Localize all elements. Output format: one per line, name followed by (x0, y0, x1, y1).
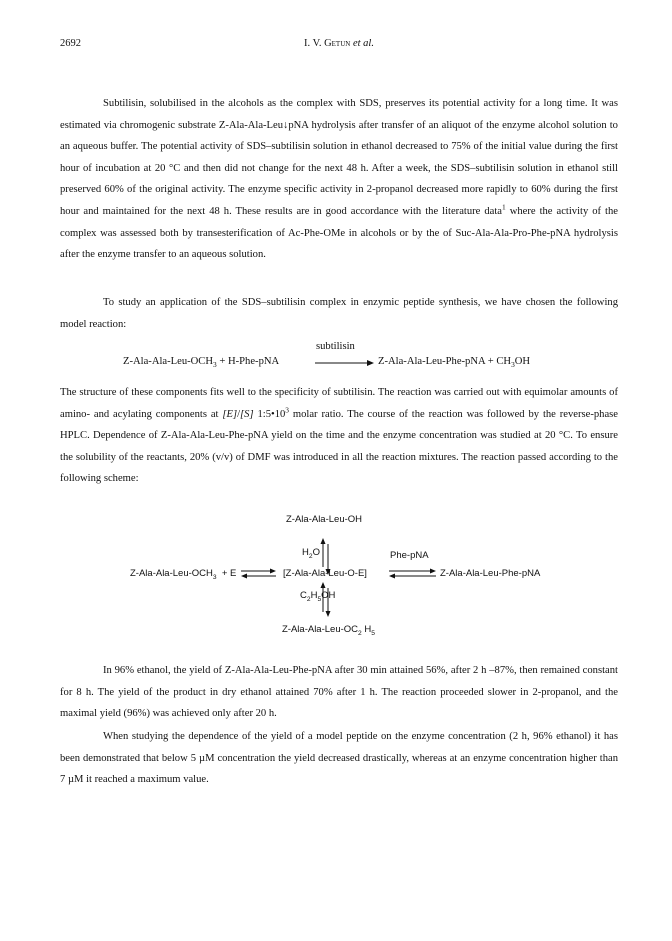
author-initials: I. V. (304, 38, 325, 49)
reaction-catalyst: subtilisin (316, 341, 355, 352)
running-header (60, 38, 618, 56)
scheme-acyl-enzyme: [Z-Ala-Ala-Leu-O-E] (283, 568, 367, 579)
model-reaction-equation (60, 341, 618, 381)
p1-text-a: Subtilisin, solubilised in the alcohols as the complex with SDS, preserves its potential activity for a long time. It was estimated via chromogenic substrate Z-Ala-Ala-Leu (60, 98, 618, 131)
paragraph-activity (60, 93, 618, 266)
scheme-ester-substrate: $Z-Ala-Ala-Leu-OCH_3 + E$ (130, 568, 237, 581)
p1-text-c: where the activity of the complex was assessed both by transesterification of Ac-Phe-OMe in alcohols or by the of Suc-Ala-Ala-Pro-Phe-pNA hydrolysis after the enzyme transfer to an aqueous solution. (60, 205, 619, 261)
et-al: et al. (350, 38, 374, 49)
reaction-scheme (0, 505, 672, 645)
reference-1: 1 (502, 202, 506, 212)
enzyme-conc: [E] (222, 408, 238, 420)
p1-text-b: pNA hydrolysis after transfer of an aliquot of the enzyme alcohol solution to an aqueous buffer. The potential activity of SDS–subtilisin solution in ethanol decreased to 75% of the initial value during the first hour of incubation at 20 °C and then did not change for the next 48 h. After a week, the SDS–subtilisin solution in ethanol still preserved 60% of the original activity. The enzyme specific activity in 2-propanol decreased more rapidly to 60% during the first hour and maintained for the next 48 h. These results are in good accordance with the literature data (60, 119, 618, 217)
reaction-products: $Z-Ala-Ala-Leu-Phe-pNA + CH_3OH$ (378, 356, 531, 370)
scheme-water: $H_2O$ (302, 547, 320, 560)
scheme-ethyl-ester: $Z-Ala-Ala-Leu-OC_2$ $H_5$ (282, 624, 375, 637)
page-number: 2692 (60, 38, 81, 49)
scheme-hydrolysis-product: Z-Ala-Ala-Leu-OH (286, 514, 363, 525)
molar-ratio: 1:5•10 (253, 408, 286, 420)
reaction-reactants: $Z-Ala-Ala-Leu-OCH_3 + H-Phe-pNA$ (123, 356, 280, 370)
p3-text-a: The structure of these components fits well to the specificity of subtilisin. The reaction was carried out with equimolar amounts of amino- and acylating components at (60, 387, 618, 420)
author-surname: Getun (324, 38, 351, 49)
scheme-peptide-product: Z-Ala-Ala-Leu-Phe-pNA (440, 568, 541, 579)
scheme-ethanol: $C_2H_5OH$ (300, 590, 336, 603)
scheme-nucleophile: Phe-pNA (390, 550, 429, 561)
reaction-arrow (315, 358, 375, 368)
paragraph-yield-enzyme: When studying the dependence of the yield of a model peptide on the enzyme concentration (2 h, 96% ethanol) it has been demonstrated that below 5 µM concentration the yield decreased drastically, whereas at an enzyme concentration higher than 7 µM it reached a maximum value. (60, 731, 618, 786)
cleavage-arrow: ↓ (283, 119, 289, 131)
paragraph-yield-time: In 96% ethanol, the yield of Z-Ala-Ala-Leu-Phe-pNA after 30 min attained 56%, after 2 h –87%, then remained constant for 8 h. The yield of the product in dry ethanol attained 70% after 1 h. The reaction proceeded slower in 2-propanol, and the maximal yield (96%) was achieved only after 20 h. (60, 665, 618, 720)
paragraph-conditions: The structure of these components fits well to the specificity of subtilisin. The reaction was carried out with equimolar amounts of amino- and acylating components at [E]/[S] $1:5•10^3$ molar ratio. The course of the reaction was followed by the reverse-phase HPLC. Dependence of Z-Ala-Ala-Leu-Phe-pNA yield on the time and the enzyme concentration was studied at 20 °C. To ensure the solubility of the reactants, 20% (v/v) of DMF was introduced in all the reaction mixtures. The reaction passed according to the following scheme: (60, 387, 618, 485)
paragraph-model-reaction: To study an application of the SDS–subtilisin complex in enzymic peptide synthesis, we have chosen the following model reaction: (60, 297, 618, 330)
substrate-conc: [S] (240, 408, 254, 420)
running-title (60, 38, 618, 49)
p3-text-b: molar ratio. The course of the reaction was followed by the reverse-phase HPLC. Dependence of Z-Ala-Ala-Leu-Phe-pNA yield on the time and the enzyme concentration was studied at 20 °C. To ensure the solubility of the reactants, 20% (v/v) of DMF was introduced in all the reaction mixtures. The reaction passed according to the following scheme: (60, 408, 618, 485)
